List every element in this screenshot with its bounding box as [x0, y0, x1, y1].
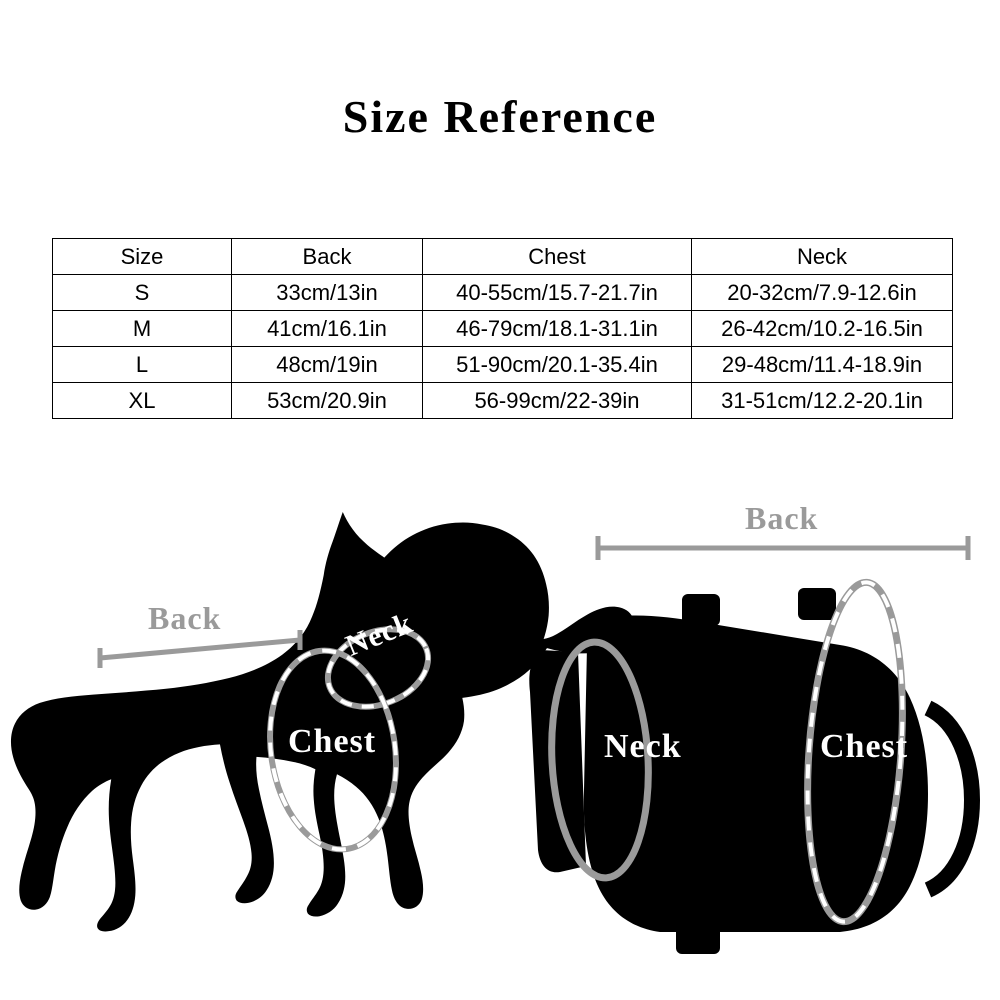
table-row	[53, 311, 953, 347]
cell-size: M	[53, 311, 232, 347]
size-reference-table	[52, 238, 953, 419]
cell-chest: 51-90cm/20.1-35.4in	[423, 347, 692, 383]
cell-back: 48cm/19in	[232, 347, 423, 383]
column-header-back: Back	[232, 239, 423, 275]
table-row	[53, 275, 953, 311]
cell-chest: 56-99cm/22-39in	[423, 383, 692, 419]
cell-back: 41cm/16.1in	[232, 311, 423, 347]
table-header-row	[53, 239, 953, 275]
harness-handle	[928, 708, 972, 890]
cell-chest: 46-79cm/18.1-31.1in	[423, 311, 692, 347]
column-header-chest: Chest	[423, 239, 692, 275]
label-chest-left: Chest	[288, 723, 377, 760]
harness-top-tab-right	[798, 588, 836, 620]
table-row	[53, 347, 953, 383]
column-header-neck: Neck	[692, 239, 953, 275]
table-row	[53, 383, 953, 419]
cell-neck: 29-48cm/11.4-18.9in	[692, 347, 953, 383]
cell-size: S	[53, 275, 232, 311]
column-header-size: Size	[53, 239, 232, 275]
back-measure-right	[598, 536, 968, 560]
label-back-right: Back	[745, 500, 819, 536]
cell-neck: 20-32cm/7.9-12.6in	[692, 275, 953, 311]
page-title: Size Reference	[342, 91, 658, 142]
cell-back: 33cm/13in	[232, 275, 423, 311]
cell-neck: 26-42cm/10.2-16.5in	[692, 311, 953, 347]
cell-chest: 40-55cm/15.7-21.7in	[423, 275, 692, 311]
harness-bottom-tab	[676, 922, 720, 954]
cell-size: L	[53, 347, 232, 383]
cell-size: XL	[53, 383, 232, 419]
cell-neck: 31-51cm/12.2-20.1in	[692, 383, 953, 419]
label-neck-right: Neck	[604, 728, 682, 765]
label-chest-right: Chest	[820, 728, 909, 765]
label-back-left: Back	[148, 600, 222, 636]
cell-back: 53cm/20.9in	[232, 383, 423, 419]
label-neck-left: Neck	[341, 606, 418, 663]
harness-top-tab-left	[682, 594, 720, 626]
